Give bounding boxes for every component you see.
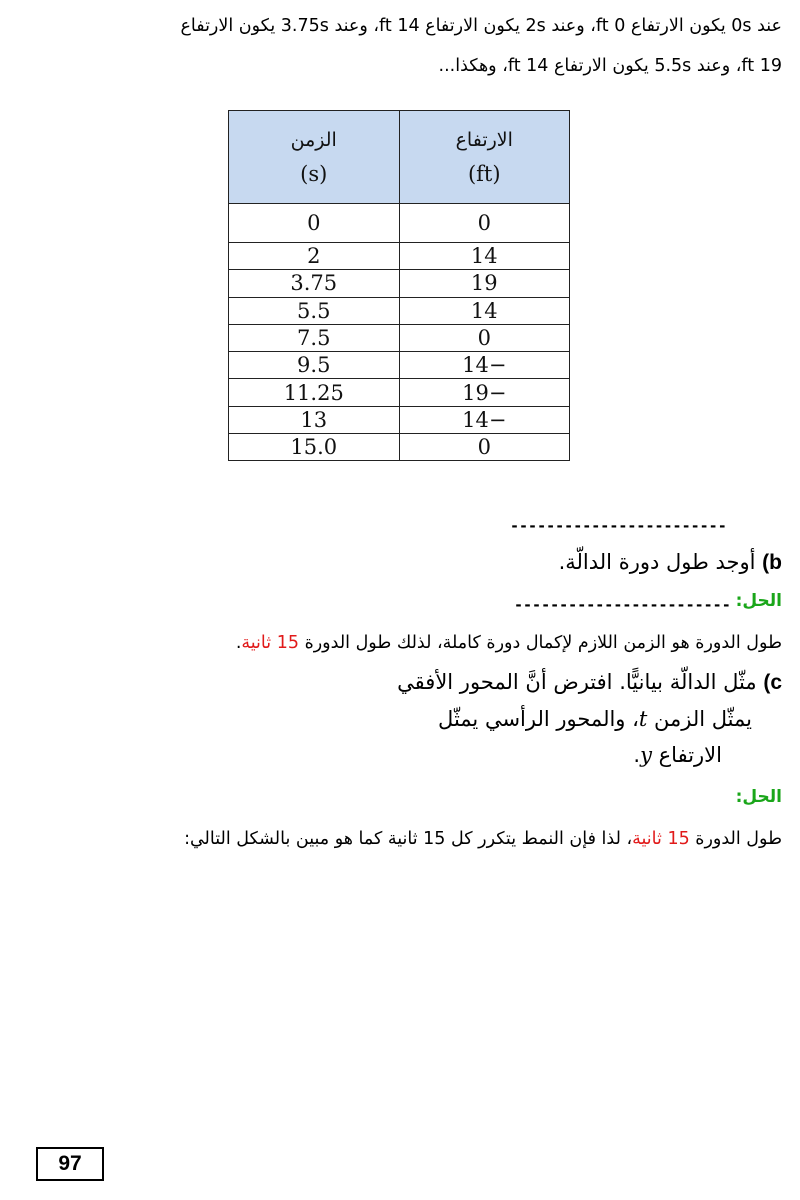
part-c-answer-highlight: 15 ثانية <box>632 829 690 849</box>
divider-2: ------------------------ <box>514 600 731 610</box>
table-row <box>229 243 570 270</box>
part-b-answer <box>18 633 782 653</box>
part-b-question <box>559 550 782 575</box>
cell-time: 7.5 <box>229 324 400 351</box>
header-time-label: الزمن <box>290 129 337 151</box>
cell-height: −14 <box>399 352 570 379</box>
part-c-line-1-text: مثّل الدالّة بيانيًّا. افترض أنَّ المحور الأفقي <box>397 670 757 694</box>
divider-1: ------------------------ <box>510 521 727 531</box>
part-c-line-1 <box>362 664 782 701</box>
cell-time: 13 <box>229 406 400 433</box>
part-b-letter: b) <box>762 551 782 574</box>
cell-height: −14 <box>399 406 570 433</box>
header-height <box>399 111 570 204</box>
part-c-solution-label: الحل: <box>735 787 782 807</box>
part-c-var-t: t <box>638 707 648 731</box>
part-c-line-2-a: يمثّل الزمن <box>654 707 752 731</box>
header-height-unit: (ft) <box>467 162 501 186</box>
cell-time: 15.0 <box>229 434 400 461</box>
part-c-question <box>362 664 782 773</box>
part-c-line-2 <box>362 701 782 737</box>
cell-time: 5.5 <box>229 297 400 324</box>
cell-height: 14 <box>399 297 570 324</box>
part-b-answer-suffix: . <box>235 633 242 653</box>
page-number: 97 <box>36 1147 104 1181</box>
part-c-answer-suffix: ، لذا فإن النمط يتكرر كل 15 ثانية كما هو مبين بالشكل التالي: <box>184 829 633 849</box>
table-row <box>229 352 570 379</box>
table-row <box>229 379 570 406</box>
cell-time: 9.5 <box>229 352 400 379</box>
cell-height: 0 <box>399 324 570 351</box>
cell-height: 0 <box>399 434 570 461</box>
cell-time: 2 <box>229 243 400 270</box>
table-row <box>229 324 570 351</box>
part-c-var-y: y <box>640 743 652 767</box>
part-c-letter: c) <box>763 671 782 694</box>
table-row <box>229 434 570 461</box>
part-c-answer-prefix: طول الدورة <box>695 829 782 849</box>
header-time-unit: (s) <box>300 162 328 186</box>
table-body <box>229 204 570 461</box>
table-row <box>229 406 570 433</box>
header-height-label: الارتفاع <box>455 129 513 151</box>
part-b-text: أوجد طول دورة الدالّة. <box>558 550 756 574</box>
table-row <box>229 270 570 297</box>
header-time <box>229 111 400 204</box>
part-c-line-3-a: الارتفاع <box>658 743 722 767</box>
part-c-answer <box>18 829 782 849</box>
part-c-line-3-b: . <box>633 743 641 767</box>
cell-time: 11.25 <box>229 379 400 406</box>
intro-paragraph <box>18 6 782 86</box>
intro-line-1: عند 0s يكون الارتفاع 0 ft، وعند 2s يكون الارتفاع 14 ft، وعند 3.75s يكون الارتفاع <box>180 16 782 36</box>
part-b-answer-prefix: طول الدورة هو الزمن اللازم لإكمال دورة كاملة، لذلك طول الدورة <box>304 633 782 653</box>
cell-height: 19 <box>399 270 570 297</box>
cell-height: −19 <box>399 379 570 406</box>
cell-time: 0 <box>229 204 400 243</box>
cell-height: 14 <box>399 243 570 270</box>
part-c-line-3 <box>362 737 782 773</box>
table-row <box>229 297 570 324</box>
table-row <box>229 204 570 243</box>
height-time-table <box>228 110 570 461</box>
cell-height: 0 <box>399 204 570 243</box>
cell-time: 3.75 <box>229 270 400 297</box>
part-b-answer-highlight: 15 ثانية <box>241 633 299 653</box>
part-b-solution-label: الحل: <box>735 591 782 611</box>
table-header-row <box>229 111 570 204</box>
part-c-line-2-b: ، والمحور الرأسي يمثّل <box>438 707 639 731</box>
intro-line-2: 19 ft، وعند 5.5s يكون الارتفاع 14 ft، وهكذا... <box>438 56 782 76</box>
